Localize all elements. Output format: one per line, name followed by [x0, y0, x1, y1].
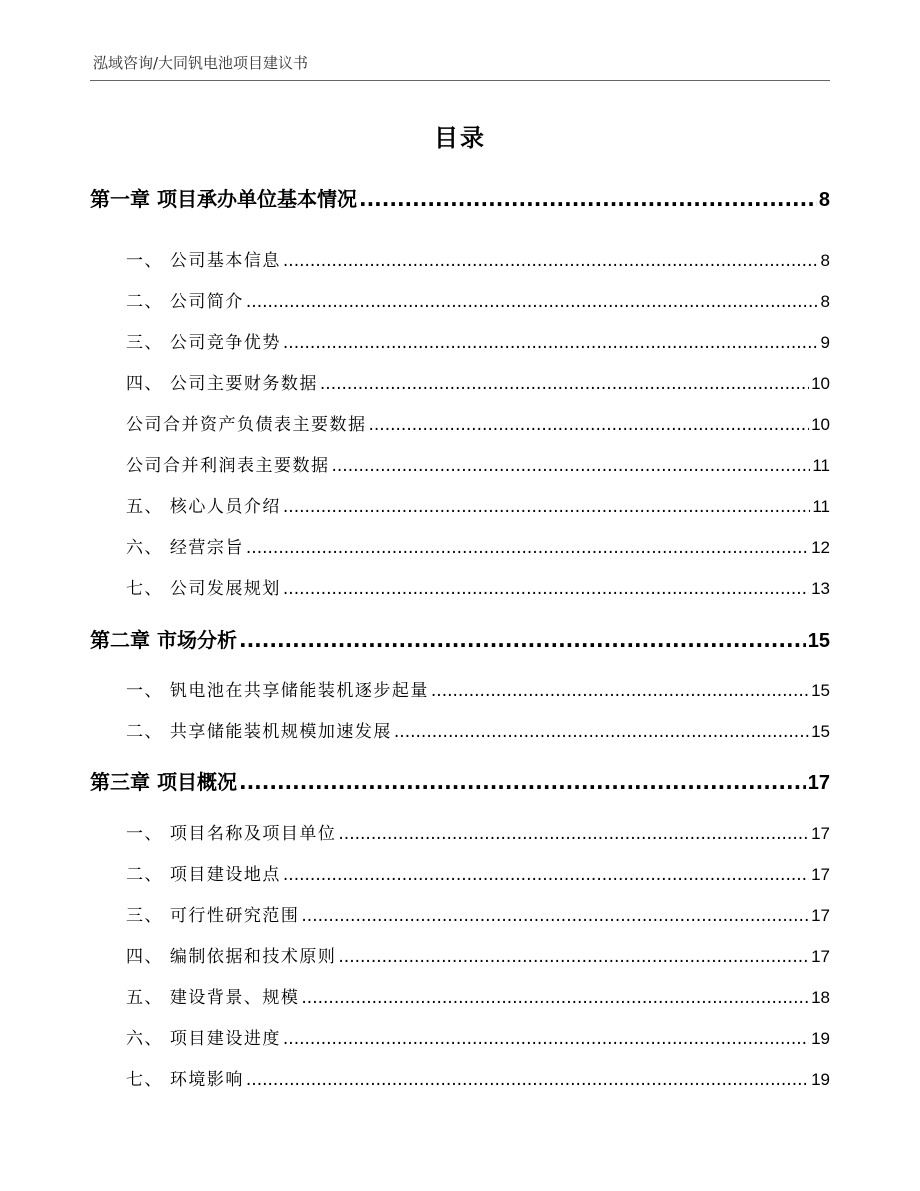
leader-dots — [301, 906, 809, 926]
toc-entry-label: 七、 环境影响 — [126, 1070, 244, 1090]
toc-section-entry[interactable] — [126, 369, 830, 394]
toc-entry-label: 四、 公司主要财务数据 — [126, 374, 318, 394]
toc-entry-label: 二、 项目建设地点 — [126, 865, 281, 885]
toc-entry-page: 10 — [811, 374, 830, 393]
leader-dots — [283, 865, 809, 885]
toc-section-entry[interactable] — [126, 287, 830, 312]
leader-dots — [320, 374, 809, 394]
toc-entry-page: 11 — [812, 497, 830, 516]
toc-entry-page: 18 — [811, 988, 830, 1007]
toc-entry-label: 二、 共享储能装机规模加速发展 — [126, 722, 392, 742]
toc-entry-page: 13 — [811, 579, 830, 598]
toc-section-entry[interactable] — [126, 983, 830, 1008]
leader-dots — [369, 415, 810, 435]
header-rule — [90, 80, 830, 81]
toc-entry-label: 七、 公司发展规划 — [126, 579, 281, 599]
toc-entry-label: 公司合并利润表主要数据 — [126, 456, 330, 476]
leader-dots — [283, 497, 810, 517]
leader-dots — [301, 988, 809, 1008]
toc-entry-page: 11 — [812, 456, 830, 475]
toc-subsection-entry[interactable] — [126, 410, 830, 435]
toc-entry-label: 第二章 市场分析 — [90, 628, 237, 652]
toc-entry-label: 第一章 项目承办单位基本情况 — [90, 187, 357, 211]
toc-entry-page: 17 — [807, 772, 830, 794]
leader-dots — [239, 628, 806, 652]
toc-entry-page: 10 — [811, 415, 830, 434]
toc-entry-page: 12 — [811, 538, 830, 557]
toc-entry-page: 8 — [820, 292, 830, 311]
toc-entry-page: 17 — [811, 947, 830, 966]
toc-section-entry[interactable] — [126, 676, 830, 701]
leader-dots — [283, 1029, 809, 1049]
toc-entry-page: 19 — [811, 1029, 830, 1048]
toc-title: 目录 — [434, 124, 486, 152]
toc-entry-label: 公司合并资产负债表主要数据 — [126, 415, 367, 435]
toc-entry-label: 二、 公司简介 — [126, 292, 244, 312]
toc-chapter-entry[interactable] — [90, 183, 830, 212]
toc-entry-label: 六、 经营宗旨 — [126, 538, 244, 558]
toc-entry-page: 15 — [811, 722, 830, 741]
leader-dots — [246, 1070, 809, 1090]
leader-dots — [394, 722, 809, 742]
leader-dots — [246, 538, 809, 558]
toc-chapter-entry[interactable] — [90, 624, 830, 653]
toc-entry-label: 五、 建设背景、规模 — [126, 988, 300, 1008]
toc-entry-label: 一、 公司基本信息 — [126, 251, 281, 271]
toc-entry-page: 17 — [811, 865, 830, 884]
toc-section-entry[interactable] — [126, 328, 830, 353]
toc-entry-label: 四、 编制依据和技术原则 — [126, 947, 337, 967]
leader-dots — [431, 681, 809, 701]
toc-section-entry[interactable] — [126, 1065, 830, 1090]
toc-section-entry[interactable] — [126, 1024, 830, 1049]
toc-subsection-entry[interactable] — [126, 451, 830, 476]
leader-dots — [359, 187, 817, 211]
toc-section-entry[interactable] — [126, 901, 830, 926]
leader-dots — [283, 251, 819, 271]
leader-dots — [283, 333, 819, 353]
toc-section-entry[interactable] — [126, 942, 830, 967]
toc-entry-page: 17 — [811, 906, 830, 925]
toc-entry-page: 19 — [811, 1070, 830, 1089]
toc-chapter-entry[interactable] — [90, 766, 830, 795]
leader-dots — [239, 770, 806, 794]
toc-entry-label: 一、 钒电池在共享储能装机逐步起量 — [126, 681, 429, 701]
toc-entry-page: 8 — [820, 251, 830, 270]
toc-section-entry[interactable] — [126, 533, 830, 558]
toc-entry-page: 15 — [811, 681, 830, 700]
toc-section-entry[interactable] — [126, 717, 830, 742]
toc-entry-label: 五、 核心人员介绍 — [126, 497, 281, 517]
toc-entry-page: 15 — [807, 630, 830, 652]
toc-section-entry[interactable] — [126, 819, 830, 844]
leader-dots — [332, 456, 811, 476]
toc-entry-page: 8 — [818, 189, 830, 211]
toc-section-entry[interactable] — [126, 574, 830, 599]
leader-dots — [283, 579, 809, 599]
toc-section-entry[interactable] — [126, 246, 830, 271]
toc-entry-page: 9 — [820, 333, 830, 352]
leader-dots — [338, 947, 809, 967]
toc-entry-label: 第三章 项目概况 — [90, 770, 237, 794]
toc-entry-page: 17 — [811, 824, 830, 843]
leader-dots — [246, 292, 819, 312]
toc-entry-label: 一、 项目名称及项目单位 — [126, 824, 337, 844]
toc-entry-label: 六、 项目建设进度 — [126, 1029, 281, 1049]
leader-dots — [338, 824, 809, 844]
toc-section-entry[interactable] — [126, 860, 830, 885]
running-header: 泓域咨询/大同钒电池项目建议书 — [93, 54, 309, 72]
toc-entry-label: 三、 可行性研究范围 — [126, 906, 300, 926]
toc-section-entry[interactable] — [126, 492, 830, 517]
toc-entry-label: 三、 公司竞争优势 — [126, 333, 281, 353]
